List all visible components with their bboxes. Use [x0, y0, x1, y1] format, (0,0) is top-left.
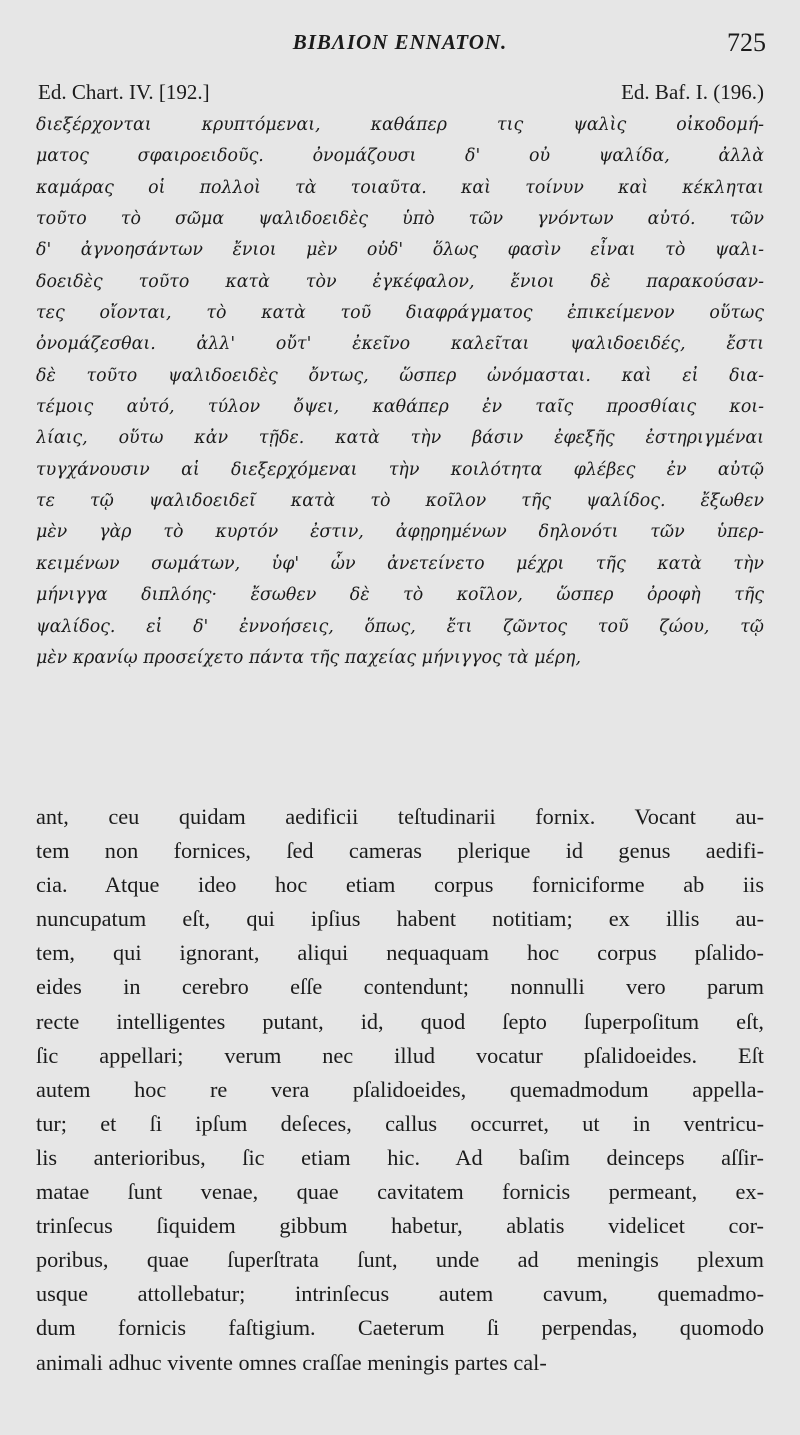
latin-text-line: autem hoc re vera pſalidoeides, quemadmodum appella- [36, 1076, 764, 1102]
greek-text-line: τοῦτο τὸ σῶμα ψαλιδοειδὲς ὑπὸ τῶν γνόντων αὐτό. τῶν [36, 209, 764, 230]
greek-text-line: δὲ τοῦτο ψαλιδοειδὲς ὄντως, ὥσπερ ὠνόμασται. καὶ εἰ δια- [36, 365, 764, 386]
greek-text-line: ψαλίδος. εἰ δ' ἐννοήσεις, ὅπως, ἔτι ζῶντος τοῦ ζώου, τῷ [36, 616, 764, 637]
latin-text-line: trinſecus ſiquidem gibbum habetur, ablatis videlicet cor- [36, 1213, 764, 1239]
latin-text-line: recte intelligentes putant, id, quod ſepto ſuperpoſitum eſt, [36, 1008, 764, 1034]
latin-text-line: lis anterioribus, ſic etiam hic. Ad baſim deinceps aſſir- [36, 1144, 764, 1170]
latin-text-line: usque attollebatur; intrinſecus autem cavum, quemadmo- [36, 1281, 764, 1307]
edition-chart-reference: Ed. Chart. IV. [192.] [38, 80, 210, 104]
greek-text-line: κειμένων σωμάτων, ὑφ' ὧν ἀνετείνετο μέχρι τῆς κατὰ τὴν [36, 553, 764, 574]
greek-text-line: μὲν κρανίῳ προσείχετο πάντα τῆς παχείας μήνιγγος τὰ μέρη, [36, 647, 581, 668]
greek-text-line: τες οἴονται, τὸ κατὰ τοῦ διαφράγματος ἐπικείμενον οὕτως [36, 303, 764, 324]
latin-text-line: poribus, quae ſuperſtrata ſunt, unde ad meningis plexum [36, 1247, 764, 1273]
latin-text-line: tem non fornices, ſed cameras plerique id genus aedifi- [36, 838, 764, 864]
latin-text-line: tur; et ſi ipſum deſeces, callus occurret, ut in ventricu- [36, 1110, 764, 1136]
latin-text-line: eides in cerebro eſſe contendunt; nonnulli vero parum [36, 974, 764, 1000]
greek-text-line: μὲν γὰρ τὸ κυρτόν ἐστιν, ἀφῃρημένων δηλονότι τῶν ὑπερ- [36, 522, 764, 543]
latin-text-block [36, 800, 764, 1380]
greek-text-line: δ' ἀγνοησάντων ἔνιοι μὲν οὐδ' ὅλως φασὶν εἶναι τὸ ψαλι- [36, 240, 764, 261]
greek-text-block [36, 110, 764, 674]
greek-text-line: δοειδὲς τοῦτο κατὰ τὸν ἐγκέφαλον, ἔνιοι δὲ παρακούσαν- [36, 271, 764, 292]
latin-text-line: tem, qui ignorant, aliqui nequaquam hoc corpus pſalido- [36, 940, 764, 966]
latin-text-line: cia. Atque ideo hoc etiam corpus forniciforme ab iis [36, 872, 764, 898]
greek-text-line: καμάρας οἱ πολλοὶ τὰ τοιαῦτα. καὶ τοίνυν καὶ κέκληται [36, 177, 764, 198]
running-head [0, 26, 800, 66]
greek-text-line: διεξέρχονται κρυπτόμεναι, καθάπερ τις ψαλὶς οἰκοδομή- [36, 115, 764, 135]
latin-text-line: animali adhuc vivente omnes craſſae meningis partes cal- [36, 1349, 547, 1375]
latin-text-line: ant, ceu quidam aedificii teſtudinarii fornix. Vocant au- [36, 804, 764, 829]
greek-text-line: ὀνομάζεσθαι. ἀλλ' οὔτ' ἐκεῖνο καλεῖται ψαλιδοειδές, ἔστι [36, 334, 764, 355]
latin-text-line: ſic appellari; verum nec illud vocatur pſalidoeides. Eſt [36, 1042, 764, 1068]
latin-text-line: dum fornicis faſtigium. Caeterum ſi perpendas, quomodo [36, 1315, 764, 1341]
greek-text-line: μήνιγγα διπλόης· ἔσωθεν δὲ τὸ κοῖλον, ὥσπερ ὀροφὴ τῆς [36, 585, 764, 606]
latin-text-line: matae ſunt venae, quae cavitatem fornicis permeant, ex- [36, 1179, 764, 1205]
edition-references [38, 80, 764, 108]
greek-text-line: τε τῷ ψαλιδοειδεῖ κατὰ τὸ κοῖλον τῆς ψαλίδος. ἔξωθεν [36, 491, 764, 512]
greek-text-line: τυγχάνουσιν αἱ διεξερχόμεναι τὴν κοιλότητα φλέβες ἐν αὐτῷ [36, 459, 764, 480]
greek-text-line: ματος σφαιροειδοῦς. ὀνομάζουσι δ' οὐ ψαλίδα, ἀλλὰ [36, 146, 764, 167]
running-title: BIBΛΙΟΝ ΕΝΝΑΤΟΝ. [292, 30, 508, 54]
greek-text-line: τέμοις αὐτό, τύλον ὄψει, καθάπερ ἐν ταῖς προσθίαις κοι- [36, 397, 764, 418]
latin-text-line: nuncupatum eſt, qui ipſius habent notitiam; ex illis au- [36, 906, 764, 932]
greek-text-line: λίαις, οὕτω κἀν τῇδε. κατὰ τὴν βάσιν ἐφεξῆς ἐστηριγμέναι [36, 428, 764, 449]
page-number: 725 [727, 28, 766, 57]
edition-basel-reference: Ed. Baf. I. (196.) [621, 80, 764, 104]
